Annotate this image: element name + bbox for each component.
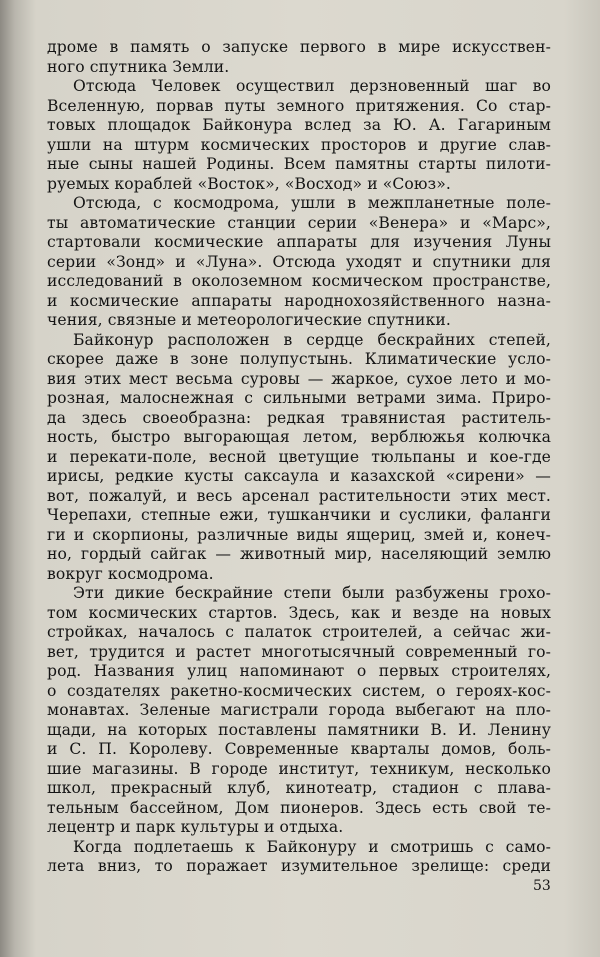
text-line: вокруг космодрома. — [47, 564, 214, 583]
text-line: и перекати-поле, весной цветущие тюльпаны и кое-где — [47, 447, 551, 466]
text-line: дроме в память о запуске первого в мире искусствен- — [47, 38, 551, 56]
text-line: ги и скорпионы, различные виды ящериц, змей и, конеч- — [47, 525, 551, 544]
text-line: товых площадок Байконура вслед за Ю. А. Гагариным — [47, 116, 551, 134]
text-line: но, гордый сайгак — животный мир, населяющий землю — [47, 545, 551, 563]
text-line: руемых кораблей «Восток», «Восход» и «Союз». — [47, 174, 451, 193]
text-line: скорее даже в зоне полупустынь. Климатические усло- — [47, 350, 551, 368]
text-line: чения, связные и метеорологические спутники. — [47, 311, 451, 329]
text-line: Отсюда Человек осуществил дерзновенный шаг во — [73, 77, 551, 95]
text-line: монавтах. Зеленые магистрали города выбегают на пло- — [47, 701, 551, 719]
text-line: стройках, началось с палаток строителей, а сейчас жи- — [47, 623, 551, 641]
text-line: Байконур расположен в сердце бескрайних степей, — [73, 330, 551, 349]
text-line: школ, прекрасный клуб, кинотеатр, стадион с плава- — [47, 779, 551, 797]
text-line: ные сыны нашей Родины. Всем памятны старты пилоти- — [47, 155, 551, 173]
text-line: исследований в околоземном космическом пространстве, — [47, 272, 551, 290]
text-line: тельным бассейном, Дом пионеров. Здесь есть свой те- — [47, 798, 551, 817]
text-line: ного спутника Земли. — [47, 57, 230, 76]
text-line: да здесь своеобразна: редкая травянистая раститель- — [47, 408, 551, 427]
text-line: род. Названия улиц напоминают о первых строителях, — [47, 662, 551, 680]
body-text — [47, 38, 551, 877]
text-line: Вселенную, порвав путы земного притяжения. Со стар- — [47, 96, 551, 115]
text-line: Эти дикие бескрайние степи были разбужены грохо- — [73, 584, 551, 602]
text-line: лецентр и парк культуры и отдыха. — [47, 818, 344, 836]
text-line: и космические аппараты народнохозяйственного назна- — [47, 291, 551, 310]
text-line: ность, быстро выгорающая летом, верблюжья колючка — [47, 428, 551, 446]
text-line: розная, малоснежная с сильными ветрами зима. Приро- — [47, 389, 551, 407]
text-line: Черепахи, степные ежи, тушканчики и суслики, фаланги — [47, 506, 551, 524]
text-line: и С. П. Королеву. Современные кварталы домов, боль- — [47, 740, 551, 758]
text-line: ты автоматические станции серии «Венера» и «Марс», — [47, 213, 551, 232]
text-line: стартовали космические аппараты для изучения Луны — [47, 233, 551, 251]
text-line: вия этих мест весьма суровы — жаркое, сухое лето и мо- — [47, 369, 551, 388]
page-number: 53 — [533, 878, 551, 894]
text-line: ушли на штурм космических просторов и другие слав- — [47, 135, 551, 154]
text-line: Отсюда, с космодрома, ушли в межпланетные поле- — [73, 194, 551, 212]
text-line: лета вниз, то поражает изумительное зрелище: среди — [47, 857, 551, 875]
text-line: том космических стартов. Здесь, как и везде на новых — [47, 603, 551, 622]
text-line: Когда подлетаешь к Байконуру и смотришь с само- — [73, 837, 551, 856]
text-line: вет, трудится и растет многотысячный современный го- — [47, 642, 551, 661]
text-line: шие магазины. В городе институт, техникум, несколько — [47, 759, 551, 778]
text-line: о создателях ракетно-космических систем, о героях-кос- — [47, 681, 551, 700]
text-line: серии «Зонд» и «Луна». Отсюда уходят и спутники для — [47, 252, 551, 271]
text-line: щади, на которых поставлены памятники В. И. Ленину — [47, 720, 551, 739]
text-line: вот, пожалуй, и весь арсенал растительности этих мест. — [47, 486, 551, 505]
text-line: ирисы, редкие кусты саксаула и казахской «сирени» — — [47, 467, 551, 485]
